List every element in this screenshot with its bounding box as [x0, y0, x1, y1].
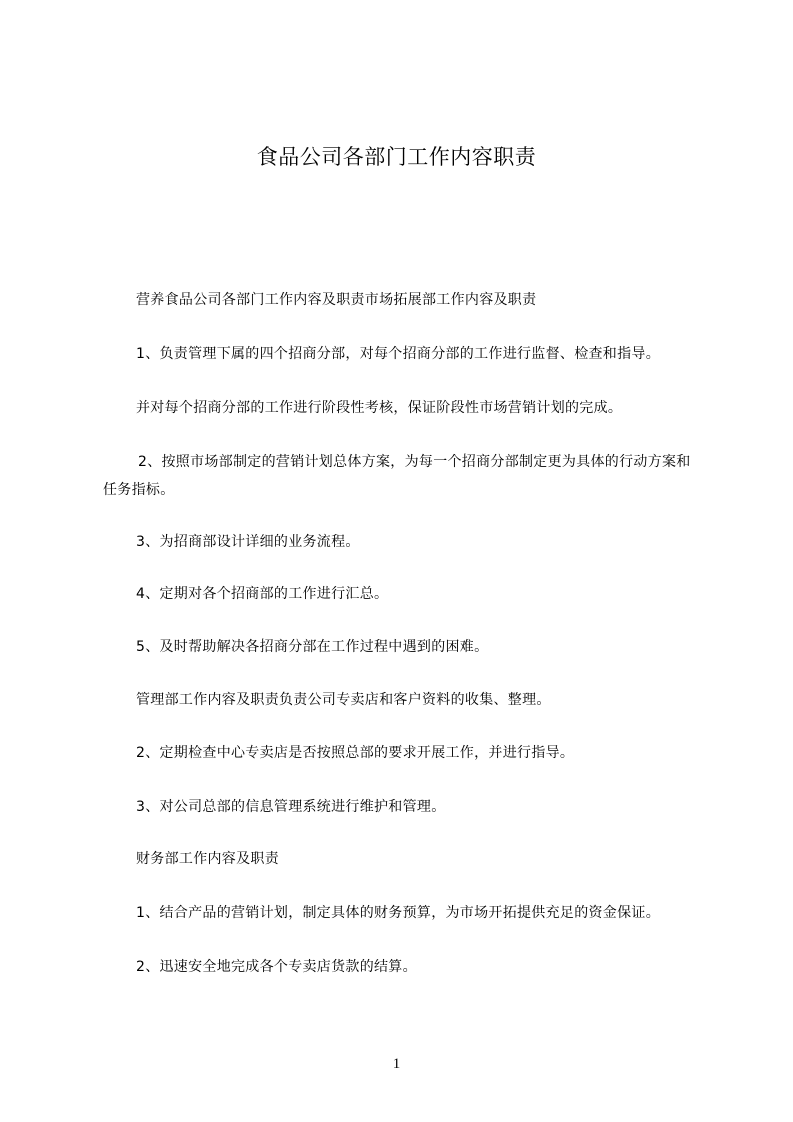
- paragraph-market-5: 5、及时帮助解决各招商分部在工作过程中遇到的困难。: [136, 639, 489, 655]
- paragraph-intro: 营养食品公司各部门工作内容及职责市场拓展部工作内容及职责: [136, 292, 537, 308]
- paragraph-finance-1: 1、结合产品的营销计划，制定具体的财务预算，为市场开拓提供充足的资金保证。: [136, 905, 661, 921]
- paragraph-management-3: 3、对公司总部的信息管理系统进行维护和管理。: [136, 799, 446, 815]
- paragraph-finance-heading: 财务部工作内容及职责: [136, 851, 279, 867]
- paragraph-management-heading: 管理部工作内容及职责负责公司专卖店和客户资料的收集、整理。: [136, 692, 551, 708]
- paragraph-market-1-cont: 并对每个招商分部的工作进行阶段性考核，保证阶段性市场营销计划的完成。: [136, 400, 623, 416]
- paragraph-management-2: 2、定期检查中心专卖店是否按照总部的要求开展工作，并进行指导。: [136, 745, 575, 761]
- paragraph-market-3: 3、为招商部设计详细的业务流程。: [136, 534, 360, 550]
- paragraph-finance-2: 2、迅速安全地完成各个专卖店货款的结算。: [136, 959, 417, 975]
- paragraph-market-4: 4、定期对各个招商部的工作进行汇总。: [136, 586, 389, 602]
- paragraph-market-1: 1、负责管理下属的四个招商分部，对每个招商分部的工作进行监督、检查和指导。: [136, 346, 661, 362]
- document-title: 食品公司各部门工作内容职责: [256, 145, 537, 169]
- paragraph-market-2: 2、按照市场部制定的营销计划总体方案，为每一个招商分部制定更为具体的行动方案和任务指标。: [103, 454, 691, 498]
- page-number: 1: [392, 1056, 401, 1072]
